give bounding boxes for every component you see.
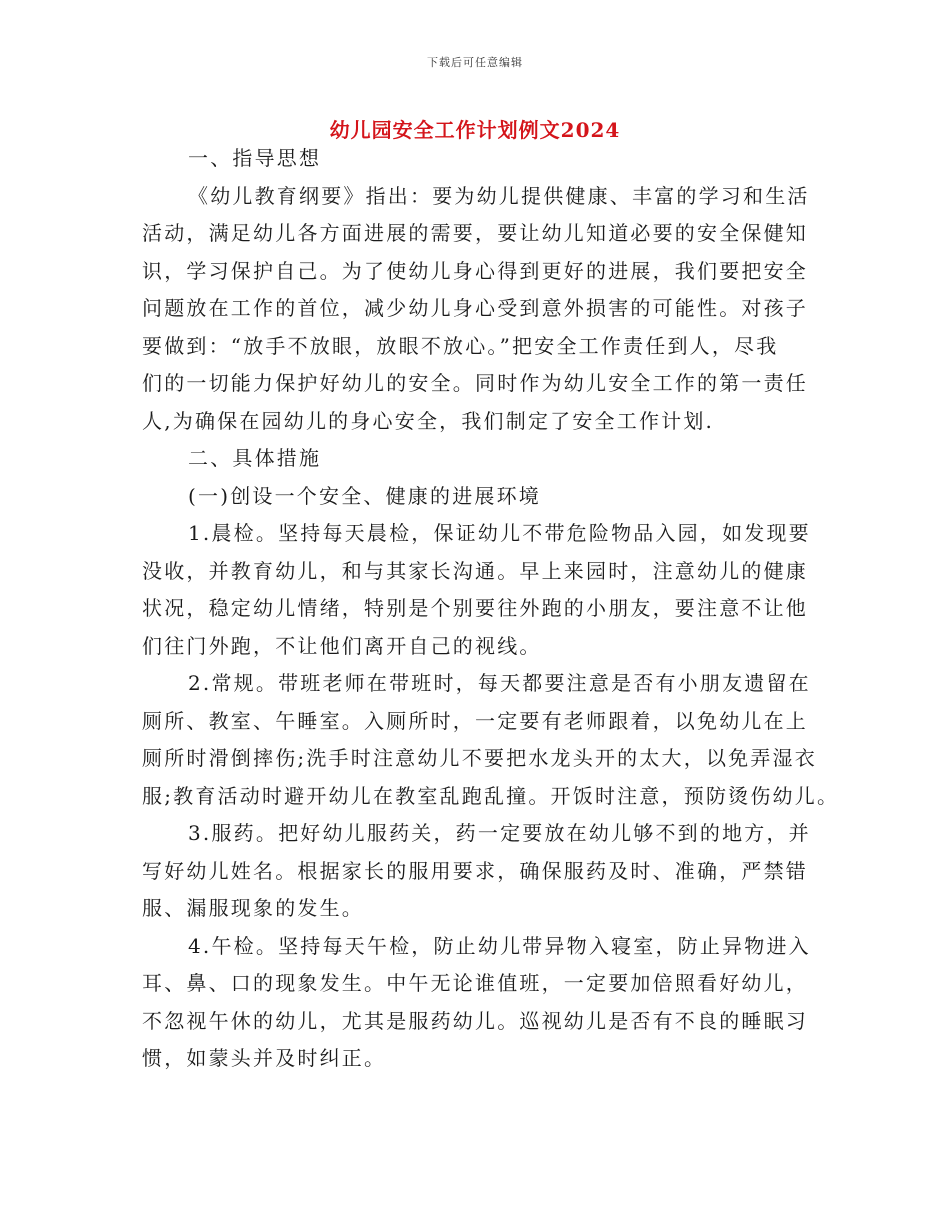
text-line: 状况，稳定幼儿情绪，特别是个别要往外跑的小朋友，要注意不让他 bbox=[142, 596, 808, 620]
text-line: 没收，并教育幼儿，和与其家长沟通。早上来园时，注意幼儿的健康 bbox=[142, 558, 808, 583]
text-line: 惯，如蒙头并及时纠正。 bbox=[142, 1046, 387, 1070]
text-line: 3.服药。把好幼儿服药关，药一定要放在幼儿够不到的地方，并 bbox=[188, 821, 811, 845]
text-line: 识，学习保护自己。为了使幼儿身心得到更好的进展，我们要把安全 bbox=[142, 258, 808, 283]
text-line: 《幼儿教育纲要》指出：要为幼儿提供健康、丰富的学习和生活 bbox=[188, 183, 810, 208]
text-line: 一、指导思想 bbox=[188, 146, 322, 170]
text-line: 1.晨检。坚持每天晨检，保证幼儿不带危险物品入园，如发现要 bbox=[188, 521, 811, 545]
text-line: 问题放在工作的首位，减少幼儿身心受到意外损害的可能性。对孩子 bbox=[142, 296, 808, 320]
text-line: 要做到：“放手不放眼，放眼不放心。”把安全工作责任到人，尽我 bbox=[142, 333, 779, 358]
text-line: 2.常规。带班老师在带班时，每天都要注意是否有小朋友遗留在 bbox=[188, 671, 811, 695]
text-line: (一)创设一个安全、健康的进展环境 bbox=[188, 483, 542, 508]
text-line: 4.午检。坚持每天午检，防止幼儿带异物入寝室，防止异物进入 bbox=[188, 933, 811, 958]
text-line: 耳、鼻、口的现象发生。中午无论谁值班，一定要加倍照看好幼儿， bbox=[142, 971, 808, 995]
text-line: 不忽视午休的幼儿，尤其是服药幼儿。巡视幼儿是否有不良的睡眠习 bbox=[142, 1008, 808, 1033]
text-line: 们往门外跑，不让他们离开自己的视线。 bbox=[142, 633, 542, 658]
text-line: 服;教育活动时避开幼儿在教室乱跑乱撞。开饭时注意，预防烫伤幼儿。 bbox=[142, 783, 840, 808]
text-line: 厕所、教室、午睡室。入厕所时，一定要有老师跟着，以免幼儿在上 bbox=[142, 708, 808, 733]
text-line: 们的一切能力保护好幼儿的安全。同时作为幼儿安全工作的第一责任 bbox=[142, 371, 808, 395]
text-line: 人,为确保在园幼儿的身心安全，我们制定了安全工作计划. bbox=[142, 408, 715, 433]
header-note: 下载后可任意编辑 bbox=[427, 56, 523, 69]
document-body bbox=[142, 140, 842, 1078]
text-line: 写好幼儿姓名。根据家长的服用要求，确保服药及时、准确，严禁错 bbox=[142, 858, 808, 883]
text-line: 二、具体措施 bbox=[188, 446, 322, 470]
text-line: 厕所时滑倒摔伤;洗手时注意幼儿不要把水龙头开的太大，以免弄湿衣 bbox=[142, 746, 817, 770]
document-title: 幼儿园安全工作计划例文2024 bbox=[329, 118, 621, 142]
text-line: 服、漏服现象的发生。 bbox=[142, 896, 364, 920]
text-line: 活动，满足幼儿各方面进展的需要，要让幼儿知道必要的安全保健知 bbox=[142, 221, 808, 245]
